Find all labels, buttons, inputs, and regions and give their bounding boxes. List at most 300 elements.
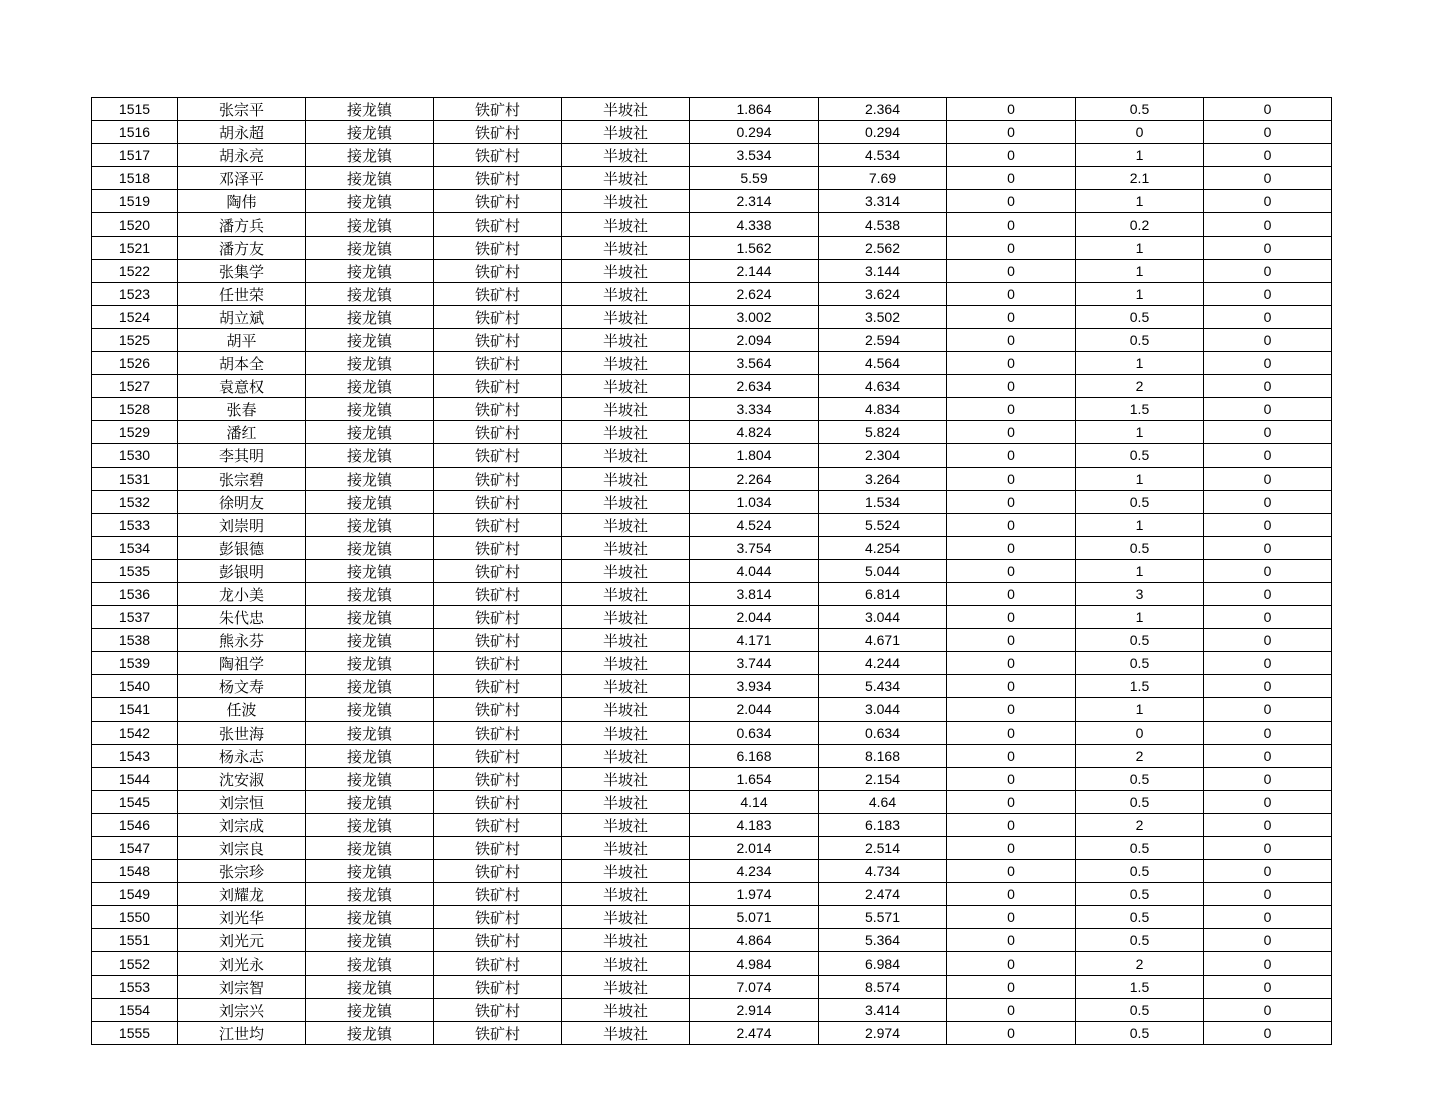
town-cell: 接龙镇 [306, 398, 434, 421]
town-cell: 接龙镇 [306, 837, 434, 860]
value-e-cell: 0 [1204, 952, 1332, 975]
value-c-cell: 0 [947, 375, 1076, 398]
name-cell: 刘耀龙 [178, 883, 306, 906]
value-d-cell: 0.5 [1076, 629, 1204, 652]
value-e-cell: 0 [1204, 1021, 1332, 1044]
value-c-cell: 0 [947, 767, 1076, 790]
value-b-cell: 8.168 [819, 744, 947, 767]
town-cell: 接龙镇 [306, 536, 434, 559]
name-cell: 潘方兵 [178, 213, 306, 236]
town-cell: 接龙镇 [306, 444, 434, 467]
value-b-cell: 8.574 [819, 975, 947, 998]
value-b-cell: 6.183 [819, 813, 947, 836]
name-cell: 沈安淑 [178, 767, 306, 790]
value-b-cell: 5.824 [819, 421, 947, 444]
town-cell: 接龙镇 [306, 352, 434, 375]
value-b-cell: 1.534 [819, 490, 947, 513]
value-b-cell: 4.244 [819, 652, 947, 675]
value-d-cell: 1.5 [1076, 398, 1204, 421]
value-a-cell: 3.334 [690, 398, 819, 421]
village-cell: 铁矿村 [434, 883, 562, 906]
id-cell: 1520 [92, 213, 178, 236]
value-e-cell: 0 [1204, 813, 1332, 836]
town-cell: 接龙镇 [306, 790, 434, 813]
group-cell: 半坡社 [562, 421, 690, 444]
value-a-cell: 1.562 [690, 236, 819, 259]
village-cell: 铁矿村 [434, 398, 562, 421]
village-cell: 铁矿村 [434, 837, 562, 860]
town-cell: 接龙镇 [306, 375, 434, 398]
value-c-cell: 0 [947, 467, 1076, 490]
value-b-cell: 5.524 [819, 513, 947, 536]
name-cell: 龙小美 [178, 582, 306, 605]
group-cell: 半坡社 [562, 213, 690, 236]
table-row [92, 282, 1332, 305]
value-a-cell: 0.634 [690, 721, 819, 744]
id-cell: 1550 [92, 906, 178, 929]
group-cell: 半坡社 [562, 305, 690, 328]
village-cell: 铁矿村 [434, 698, 562, 721]
name-cell: 江世均 [178, 1021, 306, 1044]
town-cell: 接龙镇 [306, 144, 434, 167]
value-e-cell: 0 [1204, 98, 1332, 121]
value-b-cell: 3.314 [819, 190, 947, 213]
value-b-cell: 3.044 [819, 606, 947, 629]
town-cell: 接龙镇 [306, 513, 434, 536]
group-cell: 半坡社 [562, 490, 690, 513]
value-b-cell: 2.154 [819, 767, 947, 790]
value-c-cell: 0 [947, 167, 1076, 190]
value-d-cell: 1 [1076, 236, 1204, 259]
group-cell: 半坡社 [562, 767, 690, 790]
value-a-cell: 6.168 [690, 744, 819, 767]
value-b-cell: 4.834 [819, 398, 947, 421]
table-row [92, 398, 1332, 421]
value-e-cell: 0 [1204, 375, 1332, 398]
value-c-cell: 0 [947, 98, 1076, 121]
town-cell: 接龙镇 [306, 259, 434, 282]
table-row [92, 606, 1332, 629]
value-c-cell: 0 [947, 790, 1076, 813]
value-d-cell: 0.5 [1076, 767, 1204, 790]
id-cell: 1534 [92, 536, 178, 559]
town-cell: 接龙镇 [306, 883, 434, 906]
value-c-cell: 0 [947, 629, 1076, 652]
id-cell: 1521 [92, 236, 178, 259]
town-cell: 接龙镇 [306, 305, 434, 328]
value-a-cell: 2.474 [690, 1021, 819, 1044]
value-b-cell: 2.974 [819, 1021, 947, 1044]
value-c-cell: 0 [947, 582, 1076, 605]
name-cell: 张世海 [178, 721, 306, 744]
value-a-cell: 1.974 [690, 883, 819, 906]
table-row [92, 536, 1332, 559]
value-d-cell: 1 [1076, 282, 1204, 305]
town-cell: 接龙镇 [306, 998, 434, 1021]
village-cell: 铁矿村 [434, 121, 562, 144]
town-cell: 接龙镇 [306, 652, 434, 675]
table-row [92, 790, 1332, 813]
name-cell: 张宗平 [178, 98, 306, 121]
town-cell: 接龙镇 [306, 675, 434, 698]
village-cell: 铁矿村 [434, 975, 562, 998]
value-d-cell: 2.1 [1076, 167, 1204, 190]
town-cell: 接龙镇 [306, 98, 434, 121]
id-cell: 1551 [92, 929, 178, 952]
group-cell: 半坡社 [562, 606, 690, 629]
name-cell: 彭银明 [178, 559, 306, 582]
town-cell: 接龙镇 [306, 328, 434, 351]
value-b-cell: 3.264 [819, 467, 947, 490]
name-cell: 袁意权 [178, 375, 306, 398]
name-cell: 陶伟 [178, 190, 306, 213]
value-a-cell: 3.564 [690, 352, 819, 375]
id-cell: 1539 [92, 652, 178, 675]
value-e-cell: 0 [1204, 513, 1332, 536]
value-b-cell: 4.534 [819, 144, 947, 167]
value-a-cell: 1.864 [690, 98, 819, 121]
table-row [92, 998, 1332, 1021]
table-row [92, 190, 1332, 213]
table-row [92, 213, 1332, 236]
id-cell: 1542 [92, 721, 178, 744]
group-cell: 半坡社 [562, 837, 690, 860]
value-a-cell: 4.824 [690, 421, 819, 444]
value-b-cell: 4.64 [819, 790, 947, 813]
village-cell: 铁矿村 [434, 328, 562, 351]
village-cell: 铁矿村 [434, 929, 562, 952]
table-row [92, 490, 1332, 513]
value-c-cell: 0 [947, 213, 1076, 236]
value-a-cell: 5.071 [690, 906, 819, 929]
value-c-cell: 0 [947, 144, 1076, 167]
town-cell: 接龙镇 [306, 606, 434, 629]
value-e-cell: 0 [1204, 144, 1332, 167]
table-row [92, 467, 1332, 490]
value-e-cell: 0 [1204, 721, 1332, 744]
value-e-cell: 0 [1204, 744, 1332, 767]
value-c-cell: 0 [947, 929, 1076, 952]
village-cell: 铁矿村 [434, 98, 562, 121]
value-e-cell: 0 [1204, 536, 1332, 559]
village-cell: 铁矿村 [434, 813, 562, 836]
value-a-cell: 4.044 [690, 559, 819, 582]
value-d-cell: 0.5 [1076, 906, 1204, 929]
town-cell: 接龙镇 [306, 421, 434, 444]
id-cell: 1526 [92, 352, 178, 375]
id-cell: 1522 [92, 259, 178, 282]
table-row [92, 744, 1332, 767]
value-a-cell: 4.14 [690, 790, 819, 813]
group-cell: 半坡社 [562, 144, 690, 167]
village-cell: 铁矿村 [434, 721, 562, 744]
id-cell: 1523 [92, 282, 178, 305]
value-d-cell: 1 [1076, 559, 1204, 582]
value-c-cell: 0 [947, 813, 1076, 836]
value-b-cell: 5.044 [819, 559, 947, 582]
id-cell: 1530 [92, 444, 178, 467]
id-cell: 1555 [92, 1021, 178, 1044]
value-a-cell: 5.59 [690, 167, 819, 190]
town-cell: 接龙镇 [306, 1021, 434, 1044]
group-cell: 半坡社 [562, 536, 690, 559]
value-b-cell: 7.69 [819, 167, 947, 190]
value-b-cell: 2.364 [819, 98, 947, 121]
town-cell: 接龙镇 [306, 282, 434, 305]
value-d-cell: 0.5 [1076, 860, 1204, 883]
village-cell: 铁矿村 [434, 167, 562, 190]
id-cell: 1519 [92, 190, 178, 213]
value-a-cell: 2.044 [690, 606, 819, 629]
town-cell: 接龙镇 [306, 744, 434, 767]
value-c-cell: 0 [947, 998, 1076, 1021]
group-cell: 半坡社 [562, 444, 690, 467]
table-row [92, 444, 1332, 467]
table-row [92, 767, 1332, 790]
value-c-cell: 0 [947, 906, 1076, 929]
group-cell: 半坡社 [562, 582, 690, 605]
name-cell: 刘宗兴 [178, 998, 306, 1021]
id-cell: 1532 [92, 490, 178, 513]
id-cell: 1529 [92, 421, 178, 444]
value-c-cell: 0 [947, 444, 1076, 467]
village-cell: 铁矿村 [434, 629, 562, 652]
town-cell: 接龙镇 [306, 698, 434, 721]
value-a-cell: 2.624 [690, 282, 819, 305]
id-cell: 1543 [92, 744, 178, 767]
id-cell: 1552 [92, 952, 178, 975]
id-cell: 1536 [92, 582, 178, 605]
value-c-cell: 0 [947, 490, 1076, 513]
value-a-cell: 1.804 [690, 444, 819, 467]
value-c-cell: 0 [947, 952, 1076, 975]
name-cell: 徐明友 [178, 490, 306, 513]
town-cell: 接龙镇 [306, 467, 434, 490]
village-cell: 铁矿村 [434, 467, 562, 490]
value-b-cell: 6.814 [819, 582, 947, 605]
value-a-cell: 7.074 [690, 975, 819, 998]
value-c-cell: 0 [947, 259, 1076, 282]
value-b-cell: 2.304 [819, 444, 947, 467]
id-cell: 1517 [92, 144, 178, 167]
value-d-cell: 1.5 [1076, 975, 1204, 998]
group-cell: 半坡社 [562, 813, 690, 836]
value-c-cell: 0 [947, 721, 1076, 744]
value-a-cell: 3.934 [690, 675, 819, 698]
value-c-cell: 0 [947, 282, 1076, 305]
table-row [92, 721, 1332, 744]
group-cell: 半坡社 [562, 998, 690, 1021]
table-row [92, 259, 1332, 282]
value-b-cell: 2.562 [819, 236, 947, 259]
village-cell: 铁矿村 [434, 767, 562, 790]
town-cell: 接龙镇 [306, 167, 434, 190]
value-c-cell: 0 [947, 675, 1076, 698]
table-row [92, 698, 1332, 721]
group-cell: 半坡社 [562, 467, 690, 490]
value-d-cell: 0.5 [1076, 98, 1204, 121]
name-cell: 彭银德 [178, 536, 306, 559]
value-b-cell: 3.502 [819, 305, 947, 328]
table-row [92, 98, 1332, 121]
name-cell: 胡平 [178, 328, 306, 351]
value-b-cell: 5.571 [819, 906, 947, 929]
table-body [92, 98, 1332, 1045]
value-a-cell: 4.183 [690, 813, 819, 836]
group-cell: 半坡社 [562, 282, 690, 305]
group-cell: 半坡社 [562, 375, 690, 398]
village-cell: 铁矿村 [434, 582, 562, 605]
value-e-cell: 0 [1204, 606, 1332, 629]
village-cell: 铁矿村 [434, 606, 562, 629]
value-d-cell: 2 [1076, 375, 1204, 398]
value-a-cell: 2.094 [690, 328, 819, 351]
group-cell: 半坡社 [562, 559, 690, 582]
name-cell: 刘光永 [178, 952, 306, 975]
value-c-cell: 0 [947, 536, 1076, 559]
table-row [92, 582, 1332, 605]
id-cell: 1540 [92, 675, 178, 698]
table-row [92, 352, 1332, 375]
id-cell: 1554 [92, 998, 178, 1021]
value-d-cell: 1 [1076, 190, 1204, 213]
value-a-cell: 2.144 [690, 259, 819, 282]
table-row [92, 1021, 1332, 1044]
group-cell: 半坡社 [562, 513, 690, 536]
village-cell: 铁矿村 [434, 652, 562, 675]
value-c-cell: 0 [947, 352, 1076, 375]
value-c-cell: 0 [947, 606, 1076, 629]
town-cell: 接龙镇 [306, 860, 434, 883]
name-cell: 刘宗智 [178, 975, 306, 998]
value-a-cell: 2.314 [690, 190, 819, 213]
value-b-cell: 5.434 [819, 675, 947, 698]
value-b-cell: 3.144 [819, 259, 947, 282]
group-cell: 半坡社 [562, 906, 690, 929]
village-cell: 铁矿村 [434, 282, 562, 305]
town-cell: 接龙镇 [306, 929, 434, 952]
value-b-cell: 5.364 [819, 929, 947, 952]
group-cell: 半坡社 [562, 259, 690, 282]
value-c-cell: 0 [947, 421, 1076, 444]
village-cell: 铁矿村 [434, 375, 562, 398]
id-cell: 1525 [92, 328, 178, 351]
group-cell: 半坡社 [562, 398, 690, 421]
name-cell: 任波 [178, 698, 306, 721]
village-cell: 铁矿村 [434, 236, 562, 259]
value-d-cell: 0.5 [1076, 490, 1204, 513]
town-cell: 接龙镇 [306, 975, 434, 998]
name-cell: 熊永芬 [178, 629, 306, 652]
town-cell: 接龙镇 [306, 906, 434, 929]
town-cell: 接龙镇 [306, 721, 434, 744]
name-cell: 刘崇明 [178, 513, 306, 536]
village-cell: 铁矿村 [434, 790, 562, 813]
value-a-cell: 0.294 [690, 121, 819, 144]
group-cell: 半坡社 [562, 698, 690, 721]
town-cell: 接龙镇 [306, 582, 434, 605]
village-cell: 铁矿村 [434, 860, 562, 883]
value-e-cell: 0 [1204, 998, 1332, 1021]
group-cell: 半坡社 [562, 675, 690, 698]
value-a-cell: 1.034 [690, 490, 819, 513]
value-a-cell: 3.754 [690, 536, 819, 559]
id-cell: 1515 [92, 98, 178, 121]
group-cell: 半坡社 [562, 883, 690, 906]
group-cell: 半坡社 [562, 952, 690, 975]
name-cell: 胡永亮 [178, 144, 306, 167]
table-row [92, 860, 1332, 883]
value-a-cell: 4.234 [690, 860, 819, 883]
table-row [92, 421, 1332, 444]
town-cell: 接龙镇 [306, 190, 434, 213]
name-cell: 胡本全 [178, 352, 306, 375]
village-cell: 铁矿村 [434, 952, 562, 975]
value-b-cell: 4.634 [819, 375, 947, 398]
table-row [92, 513, 1332, 536]
value-e-cell: 0 [1204, 236, 1332, 259]
id-cell: 1544 [92, 767, 178, 790]
group-cell: 半坡社 [562, 236, 690, 259]
value-d-cell: 0.5 [1076, 444, 1204, 467]
id-cell: 1516 [92, 121, 178, 144]
value-e-cell: 0 [1204, 559, 1332, 582]
group-cell: 半坡社 [562, 328, 690, 351]
value-b-cell: 4.564 [819, 352, 947, 375]
value-b-cell: 4.734 [819, 860, 947, 883]
value-d-cell: 0.5 [1076, 536, 1204, 559]
table-row [92, 675, 1332, 698]
village-cell: 铁矿村 [434, 675, 562, 698]
group-cell: 半坡社 [562, 1021, 690, 1044]
town-cell: 接龙镇 [306, 767, 434, 790]
id-cell: 1547 [92, 837, 178, 860]
group-cell: 半坡社 [562, 352, 690, 375]
table-row [92, 883, 1332, 906]
town-cell: 接龙镇 [306, 490, 434, 513]
value-e-cell: 0 [1204, 698, 1332, 721]
value-d-cell: 2 [1076, 813, 1204, 836]
village-cell: 铁矿村 [434, 1021, 562, 1044]
village-cell: 铁矿村 [434, 259, 562, 282]
value-b-cell: 4.538 [819, 213, 947, 236]
value-e-cell: 0 [1204, 906, 1332, 929]
group-cell: 半坡社 [562, 98, 690, 121]
name-cell: 陶祖学 [178, 652, 306, 675]
value-e-cell: 0 [1204, 582, 1332, 605]
group-cell: 半坡社 [562, 652, 690, 675]
id-cell: 1527 [92, 375, 178, 398]
village-cell: 铁矿村 [434, 536, 562, 559]
value-b-cell: 6.984 [819, 952, 947, 975]
value-d-cell: 1 [1076, 144, 1204, 167]
value-c-cell: 0 [947, 975, 1076, 998]
value-d-cell: 1 [1076, 606, 1204, 629]
value-b-cell: 3.624 [819, 282, 947, 305]
value-a-cell: 3.814 [690, 582, 819, 605]
value-c-cell: 0 [947, 860, 1076, 883]
name-cell: 张集学 [178, 259, 306, 282]
value-d-cell: 0 [1076, 721, 1204, 744]
value-e-cell: 0 [1204, 975, 1332, 998]
village-cell: 铁矿村 [434, 906, 562, 929]
id-cell: 1533 [92, 513, 178, 536]
value-b-cell: 0.294 [819, 121, 947, 144]
value-e-cell: 0 [1204, 398, 1332, 421]
name-cell: 朱代忠 [178, 606, 306, 629]
table-row [92, 929, 1332, 952]
id-cell: 1548 [92, 860, 178, 883]
